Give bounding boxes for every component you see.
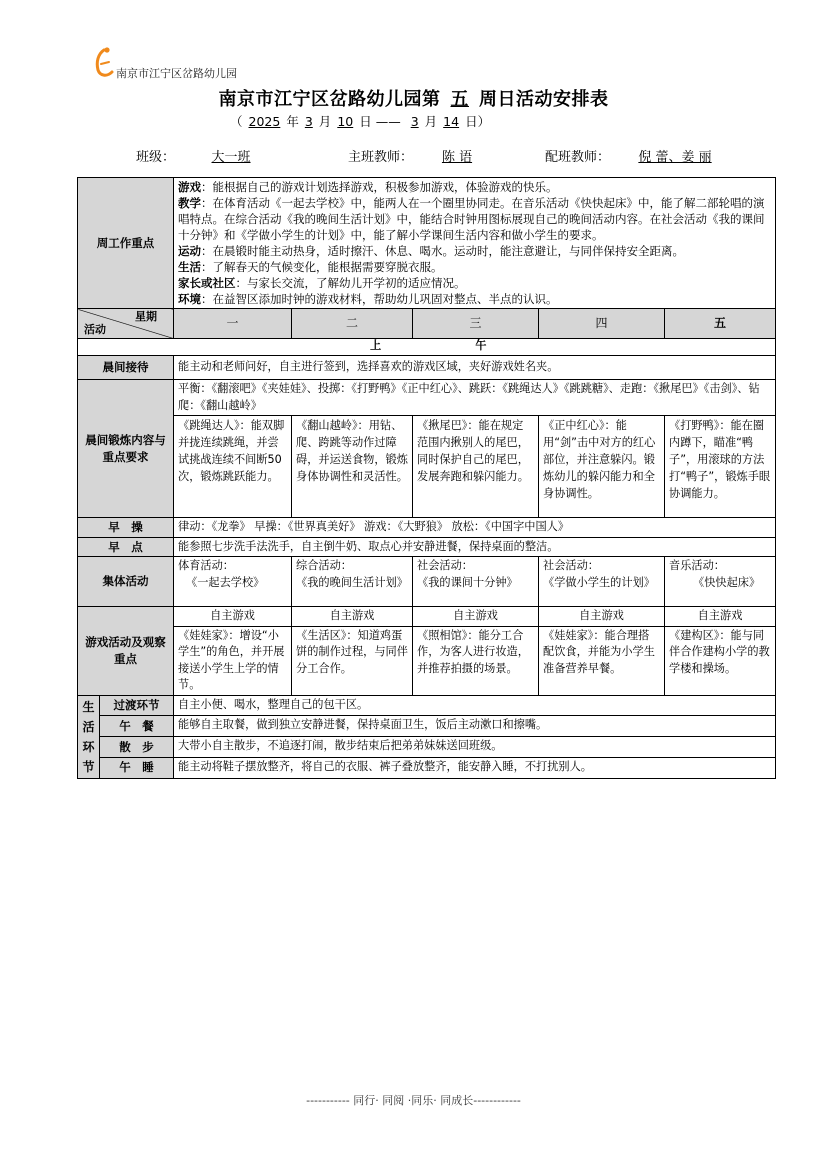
exercise-day-cell: 《正中红心》：能用“剑”击中对方的红心部位，并注意躲闪。锻炼幼儿的躲闪能力和全身协调性。 bbox=[539, 416, 665, 518]
group-activity-name: 《快快起床》 bbox=[693, 575, 761, 589]
life-row-label: 过渡环节 bbox=[100, 695, 174, 716]
corner-weekday: 星期 bbox=[135, 310, 157, 323]
focus-item bbox=[178, 179, 771, 195]
group-activity-cell bbox=[174, 557, 292, 607]
title-suffix: 周日活动安排表 bbox=[479, 89, 609, 110]
class-value: 大一班 bbox=[211, 150, 251, 165]
life-side-char: 生 bbox=[82, 699, 95, 714]
breakfast-label: 早 点 bbox=[78, 537, 174, 557]
focus-item bbox=[178, 195, 771, 243]
life-row bbox=[78, 737, 776, 758]
play-content: 《娃娃家》：能合理搭配饮食，并能为小学生准备营养早餐。 bbox=[539, 626, 665, 695]
corner-activity: 活动 bbox=[84, 322, 106, 336]
group-activity-name: 《学做小学生的计划》 bbox=[543, 575, 655, 589]
class-label: 班级： bbox=[136, 150, 176, 165]
footer-slogan: ----------- 同行· 同阅 ·同乐· 同成长------------ bbox=[306, 1094, 521, 1107]
focus-text: ：在益智区添加时钟的游戏材料，帮助幼儿巩固对整点、半点的认识。 bbox=[201, 292, 558, 306]
play-title: 自主游戏 bbox=[539, 607, 665, 627]
day-mon: 一 bbox=[174, 309, 292, 339]
life-row-label: 午 餐 bbox=[100, 716, 174, 737]
morning-banner-right: 午 bbox=[475, 339, 487, 352]
focus-key: 游戏 bbox=[178, 180, 201, 194]
end-day-unit: 日） bbox=[465, 114, 491, 129]
life-side-char: 活 bbox=[82, 719, 95, 734]
group-activity-cell bbox=[539, 557, 665, 607]
play-title: 自主游戏 bbox=[665, 607, 776, 627]
arrival-label: 晨间接待 bbox=[78, 356, 174, 380]
focus-text: ：能根据自己的游戏计划选择游戏，积极参加游戏，体验游戏的快乐。 bbox=[201, 180, 558, 194]
morning-banner-row bbox=[78, 339, 776, 356]
group-activity-cell bbox=[292, 557, 413, 607]
exercise-summary: 平衡：《翻滚吧》《夹娃娃》、投掷：《打野鸭》《正中红心》、跳跃：《跳绳达人》《跳跳糖》、走跑：《揪尾巴》《击剑》、钻爬：《翻山越岭》 bbox=[174, 380, 776, 416]
year-unit: 年 bbox=[286, 114, 299, 129]
life-row-text: 能主动将鞋子摆放整齐，将自己的衣服、裤子叠放整齐，能安静入睡，不打扰别人。 bbox=[174, 757, 776, 778]
focus-item bbox=[178, 259, 771, 275]
play-content-row bbox=[78, 626, 776, 695]
day-wed: 三 bbox=[413, 309, 539, 339]
assistant-value: 倪 蕾、姜 丽 bbox=[638, 150, 712, 165]
schedule-table bbox=[77, 177, 776, 779]
life-row-text: 能够自主取餐，做到独立安静进餐，保持桌面卫生，饭后主动漱口和擦嘴。 bbox=[174, 716, 776, 737]
date-range bbox=[230, 112, 490, 130]
focus-key: 生活 bbox=[178, 260, 201, 274]
start-day: 10 bbox=[337, 114, 354, 129]
class-info bbox=[136, 146, 287, 165]
group-activity-cell bbox=[665, 557, 776, 607]
title-prefix: 南京市江宁区岔路幼儿园第 bbox=[218, 89, 441, 110]
morning-banner bbox=[78, 339, 776, 356]
day-thu: 四 bbox=[539, 309, 665, 339]
month-unit: 月 bbox=[318, 114, 332, 129]
exercise-summary-row bbox=[78, 380, 776, 416]
group-activity-type: 社会活动： bbox=[543, 559, 599, 572]
page-title bbox=[0, 85, 827, 111]
exercise-day-cell: 《揪尾巴》：能在规定范围内揪别人的尾巴，同时保护自己的尾巴，发展奔跑和躲闪能力。 bbox=[413, 416, 539, 518]
focus-item bbox=[178, 291, 771, 307]
morning-exercise-row bbox=[78, 518, 776, 538]
exercise-day-cell: 《跳绳达人》：能双脚并拢连续跳绳，并尝试挑战连续不间断50次，锻炼跳跃能力。 bbox=[174, 416, 292, 518]
focus-item bbox=[178, 243, 771, 259]
day-fri: 五 bbox=[665, 309, 776, 339]
date-open: （ bbox=[230, 114, 243, 129]
life-side-char: 节 bbox=[82, 759, 95, 774]
focus-text: ：与家长交流，了解幼儿开学初的适应情况。 bbox=[235, 276, 466, 290]
focus-text: ：在体育活动《一起去学校》中，能两人在一个圈里协同走。在音乐活动《快快起床》中，能了解二部轮唱的演唱特点。在综合活动《我的晚间生活计划》中，能结合时钟用图标展现自己的晚间活动内容。在社会活动《我的课间十分钟》和《学做小学生的计划》中，能了解小学课间生活内容和做小学生的要求。 bbox=[178, 196, 765, 242]
play-title: 自主游戏 bbox=[292, 607, 413, 627]
play-title: 自主游戏 bbox=[174, 607, 292, 627]
exercise-day-cell: 《打野鸭》：能在圈内蹲下，瞄准“鸭子”，用滚球的方法打“鸭子”，锻炼手眼协调能力。 bbox=[665, 416, 776, 518]
play-content: 《照相馆》：能分工合作，为客人进行妆造，并推荐拍摄的场景。 bbox=[413, 626, 539, 695]
group-activity-type: 综合活动： bbox=[296, 559, 352, 572]
focus-text: ：了解春天的气候变化，能根据需要穿脱衣服。 bbox=[201, 260, 443, 274]
weekly-focus-content bbox=[174, 178, 776, 309]
play-title: 自主游戏 bbox=[413, 607, 539, 627]
life-row-label: 午 睡 bbox=[100, 757, 174, 778]
date-dash: —— bbox=[375, 114, 401, 129]
day-tue: 二 bbox=[292, 309, 413, 339]
teacher-label: 主班教师： bbox=[348, 150, 414, 165]
life-row bbox=[78, 695, 776, 716]
day-unit: 日 bbox=[359, 114, 372, 129]
focus-key: 环境 bbox=[178, 292, 201, 306]
play-content: 《生活区》：知道鸡蛋饼的制作过程，与同伴分工合作。 bbox=[292, 626, 413, 695]
start-month: 3 bbox=[304, 114, 313, 129]
play-content: 《建构区》：能与同伴合作建构小学的教学楼和操场。 bbox=[665, 626, 776, 695]
school-logo bbox=[92, 46, 262, 80]
play-label: 游戏活动及观察重点 bbox=[78, 607, 174, 696]
breakfast-text: 能参照七步洗手法洗手，自主倒牛奶、取点心并安静进餐，保持桌面的整洁。 bbox=[174, 537, 776, 557]
end-day: 14 bbox=[443, 114, 460, 129]
group-activity-name: 《我的课间十分钟》 bbox=[417, 575, 518, 589]
corner-cell bbox=[78, 309, 174, 339]
arrival-row bbox=[78, 356, 776, 380]
group-activity-label: 集体活动 bbox=[78, 557, 174, 607]
weekly-focus-row bbox=[78, 178, 776, 309]
focus-item bbox=[178, 275, 771, 291]
life-row-text: 大带小自主散步，不追逐打闹，散步结束后把弟弟妹妹送回班级。 bbox=[174, 737, 776, 758]
exercise-days-row bbox=[78, 416, 776, 518]
logo-text: 南京市江宁区岔路幼儿园 bbox=[116, 67, 237, 80]
group-activity-type: 社会活动： bbox=[417, 559, 473, 572]
teacher-info bbox=[348, 146, 501, 165]
focus-key: 运动 bbox=[178, 244, 201, 258]
morning-exercise-label: 早 操 bbox=[78, 518, 174, 538]
play-content: 《娃娃家》：增设“小学生”的角色，并开展接送小学生上学的情节。 bbox=[174, 626, 292, 695]
assistant-info bbox=[545, 146, 740, 165]
group-activity-type: 体育活动： bbox=[178, 559, 234, 572]
teacher-value: 陈 语 bbox=[441, 150, 473, 165]
life-row-text: 自主小便、喝水，整理自己的包干区。 bbox=[174, 695, 776, 716]
start-year: 2025 bbox=[248, 114, 281, 129]
school-logo-icon bbox=[92, 46, 114, 78]
play-title-row bbox=[78, 607, 776, 627]
group-activity-name: 《一起去学校》 bbox=[186, 575, 265, 589]
end-month: 3 bbox=[410, 114, 419, 129]
focus-text: ：在晨锻时能主动热身，适时擦汗、休息、喝水。运动时，能注意避让，与同伴保持安全距离。 bbox=[201, 244, 684, 258]
life-row bbox=[78, 716, 776, 737]
life-side-label bbox=[78, 695, 100, 778]
group-activity-cell bbox=[413, 557, 539, 607]
weekly-focus-label: 周工作重点 bbox=[78, 178, 174, 309]
group-activity-name: 《我的晚间生活计划》 bbox=[296, 575, 408, 589]
week-number: 五 bbox=[450, 89, 469, 110]
group-activity-type: 音乐活动： bbox=[669, 559, 725, 572]
morning-exercise-text: 律动：《龙拳》 早操：《世界真美好》 游戏：《大野狼》 放松：《中国字中国人》 bbox=[174, 518, 776, 538]
arrival-text: 能主动和老师问好，自主进行签到，选择喜欢的游戏区域，夹好游戏姓名夹。 bbox=[174, 356, 776, 380]
exercise-day-cell: 《翻山越岭》：用钻、爬、跨跳等动作过障碍，并运送食物，锻炼身体协调性和灵活性。 bbox=[292, 416, 413, 518]
life-side-char: 环 bbox=[82, 739, 95, 754]
life-row bbox=[78, 757, 776, 778]
group-activity-row bbox=[78, 557, 776, 607]
focus-key: 家长或社区 bbox=[178, 276, 236, 290]
morning-banner-left: 上 bbox=[370, 339, 382, 352]
day-header-row bbox=[78, 309, 776, 339]
life-row-label: 散 步 bbox=[100, 737, 174, 758]
breakfast-row bbox=[78, 537, 776, 557]
focus-key: 教学 bbox=[178, 196, 201, 210]
exercise-label: 晨间锻炼内容与重点要求 bbox=[78, 380, 174, 518]
end-month-unit: 月 bbox=[424, 114, 438, 129]
assistant-label: 配班教师： bbox=[545, 150, 611, 165]
